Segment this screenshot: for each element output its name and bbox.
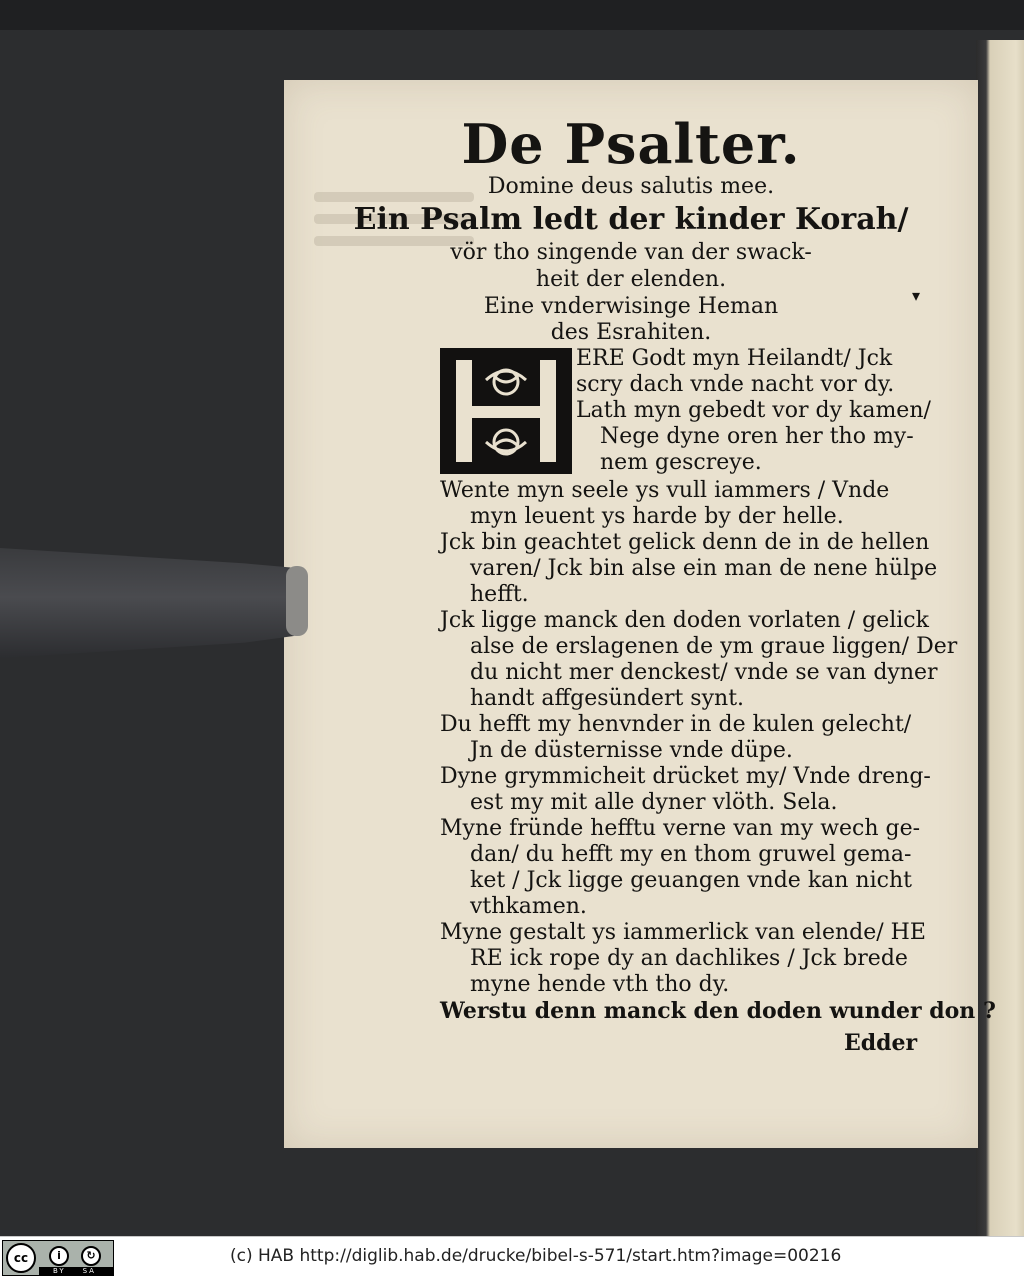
text-line: Lath myn gebedt vor dy kamen/ [576, 398, 931, 423]
cc-icon: cc [6, 1243, 36, 1273]
catchword: Edder [844, 1030, 918, 1056]
psalm-heading: Ein Psalm ledt der kinder Korah/ [353, 202, 909, 237]
cc-by-sa-icon[interactable] [2, 1240, 114, 1276]
text-line: est my mit alle dyner vlöth. Sela. [470, 790, 838, 815]
psalm-subheading-line: Eine vnderwisinge Heman [483, 294, 779, 319]
text-line: dan/ du hefft my en thom gruwel gema- [470, 842, 912, 867]
credit-link[interactable]: (c) HAB http://diglib.hab.de/drucke/bibel-s-571/start.htm?image=00216 [230, 1246, 842, 1266]
share-alike-icon: ↻ [81, 1246, 101, 1266]
text-line: myne hende vth tho dy. [470, 972, 730, 997]
text-line: handt affgesündert synt. [470, 686, 745, 711]
cover-board-edge [0, 0, 1024, 30]
text-line: ket / Jck ligge geuangen vnde kan nicht [470, 868, 912, 893]
attribution-icon: i [49, 1246, 69, 1266]
text-line: myn leuent ys harde by der helle. [470, 504, 844, 529]
license-by-label: BY [53, 1267, 66, 1275]
text-line: nem gescreye. [600, 450, 762, 475]
psalm-subheading-line: des Esrahiten. [550, 320, 712, 345]
text-line: Myne fründe hefftu verne van my wech ge- [440, 816, 921, 841]
footer-bar [0, 1236, 1024, 1278]
psalm-subheading-line: heit der elenden. [535, 267, 727, 292]
text-line: Dyne grymmicheit drücket my/ Vnde dreng- [440, 764, 931, 789]
text-line: Du hefft my henvnder in de kulen gelecht/ [440, 712, 912, 737]
text-line: ERE Godt myn Heilandt/ Jck [576, 346, 893, 371]
decorated-initial-h-icon [442, 350, 570, 472]
text-line: varen/ Jck bin alse ein man de nene hülpe [470, 556, 938, 581]
text-line: Jn de düsternisse vnde düpe. [470, 738, 793, 763]
text-line: Werstu denn manck den doden wunder don ? [440, 998, 996, 1024]
text-line: RE ick rope dy an dachlikes / Jck brede [470, 946, 908, 971]
text-line: alse de erslagenen de ym graue liggen/ Der [470, 634, 958, 659]
facing-page-edge [976, 40, 1024, 1236]
license-label [39, 1267, 114, 1275]
text-line: du nicht mer denckest/ vnde se van dyner [470, 660, 938, 685]
text-line: scry dach vnde nacht vor dy. [576, 372, 895, 397]
page-title: De Psalter. [461, 112, 801, 176]
license-sa-label: SA [82, 1267, 96, 1275]
ink-mark: ▾ [912, 286, 921, 305]
text-line: Myne gestalt ys iammerlick van elende/ HE [440, 920, 926, 945]
text-line: hefft. [470, 582, 529, 607]
page-clip-tip [286, 566, 308, 636]
book-page [284, 80, 996, 1148]
text-line: vthkamen. [470, 894, 587, 919]
decorated-initial [440, 348, 572, 474]
page-clip [0, 548, 306, 658]
psalm-subheading-line: vör tho singende van der swack- [450, 240, 812, 265]
text-line: Nege dyne oren her tho my- [600, 424, 914, 449]
text-line: Jck bin geachtet gelick denn de in de hellen [440, 530, 930, 555]
text-line: Jck ligge manck den doden vorlaten / gelick [440, 608, 929, 633]
text-line: Wente myn seele ys vull iammers / Vnde [440, 478, 890, 503]
psalm-incipit: Domine deus salutis mee. [487, 174, 775, 199]
